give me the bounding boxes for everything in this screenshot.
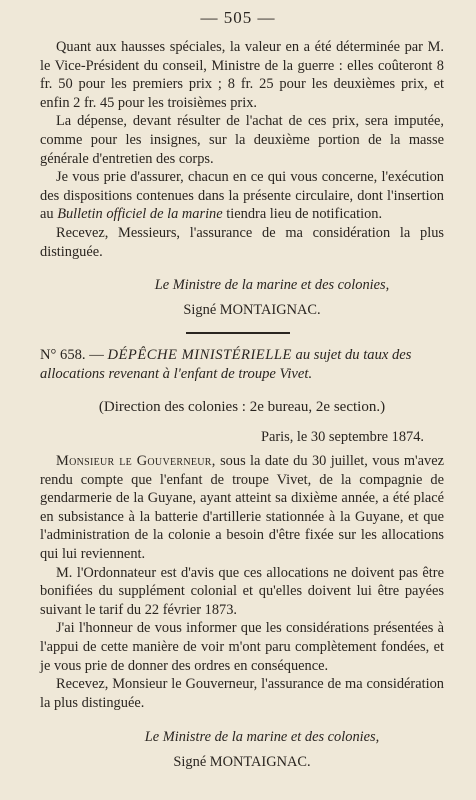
text: sous la date du 30 juillet, vous m'avez rendu compte que l'enfant de troupe Vivet, de la compagnie de gendarmerie de la Guyane, ayant atteint sa dixième année, a été placé en subsistance à la batterie d'artillerie stationnée à la Guyane, et que l'administration de la colonie a besoin d'être fixée sur les allocations qui lui reviennent. (40, 453, 444, 562)
paragraph (40, 452, 444, 564)
signature-title: Le Ministre de la marine et des colonies, (154, 277, 390, 293)
depeche-title-rest: au sujet du taux des allocations revenant à l'enfant de troupe Vivet. (40, 347, 412, 382)
paragraph (40, 168, 444, 224)
direction: (Direction des colonies : 2e bureau, 2e section.) (98, 399, 386, 415)
depeche-number: N° 658. — (40, 347, 104, 363)
date: Paris, le 30 septembre 1874. (260, 429, 424, 445)
paragraph: Quant aux hausses spéciales, la valeur en a été déterminée par M. le Vice-Président du conseil, Ministre de la guerre : elles coûteront 8 fr. 50 pour les premiers prix ; 8 fr. 25 pour les deuxièmes prix, et enfin 2 fr. 45 pour les troisièmes prix. (40, 39, 444, 111)
closing: Recevez, Messieurs, l'assurance de ma considération la plus distinguée. (40, 224, 444, 260)
salutation: Monsieur le Gouverneur, (56, 453, 216, 469)
paragraph: M. l'Ordonnateur est d'avis que ces allocations ne doivent pas être bonifiées du supplément colonial et qu'elles doivent lui être payées suivant le tarif du 22 février 1873. (40, 564, 444, 618)
page-number: — 505 — (200, 8, 276, 27)
signature-title: Le Ministre de la marine et des colonies, (144, 729, 380, 745)
depeche-date-block (40, 428, 444, 447)
signature: Signé MONTAIGNAC. (183, 301, 321, 318)
circular-end (40, 38, 444, 261)
depeche-title-main: DÉPÊCHE MINISTÉRIELLE (107, 347, 292, 363)
circular-signature (40, 276, 444, 319)
depeche-title (40, 346, 444, 384)
section-divider (186, 332, 290, 334)
depeche-body (40, 452, 444, 712)
text: tiendra lieu de notification. (222, 206, 383, 223)
signature: Signé MONTAIGNAC. (173, 753, 311, 770)
depeche-heading (40, 346, 444, 384)
paragraph: J'ai l'honneur de vous informer que les considérations présentées à l'appui de cette manière de voir m'ont paru complètement fondées, et je vous prie de donner des ordres en conséquence. (40, 620, 444, 674)
paragraph: La dépense, devant résulter de l'achat de ces prix, sera imputée, comme pour les insignes, sur la deuxième portion de la masse générale d'entretien des corps. (40, 113, 444, 167)
depeche-direction (40, 398, 444, 417)
closing: Recevez, Monsieur le Gouverneur, l'assurance de ma considération la plus distinguée. (40, 676, 444, 711)
text: Je vous prie d'assurer, chacun en ce qui vous concerne, l'exécution des dispositions contenues dans la présente circulaire, dont l'insertion au (40, 169, 444, 223)
depeche-signature (40, 728, 444, 771)
bulletin-title: Bulletin officiel de la marine (57, 206, 223, 223)
